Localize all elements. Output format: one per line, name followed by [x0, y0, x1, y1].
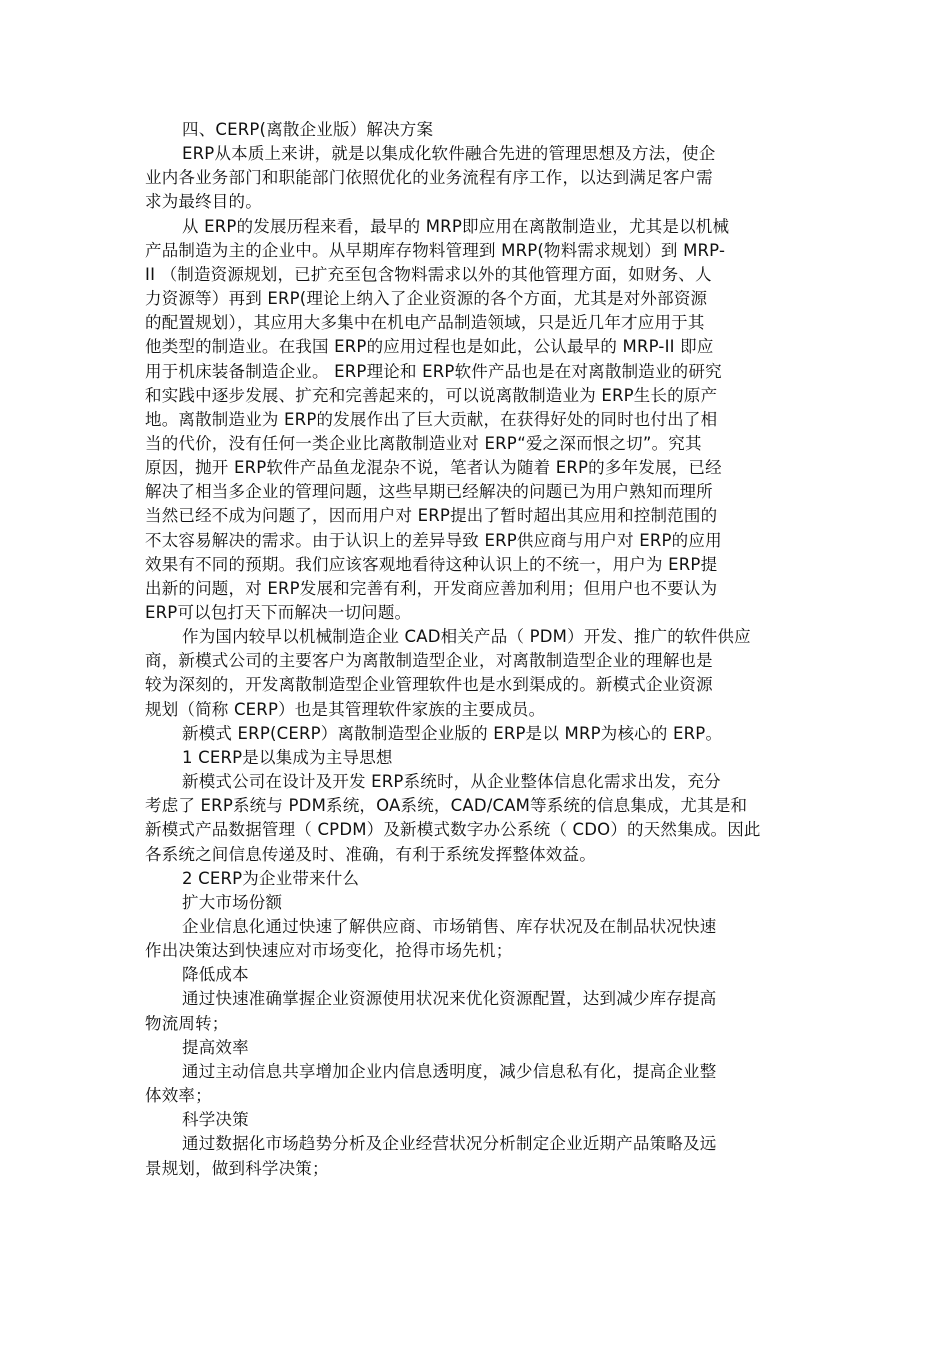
text-line: 四、CERP(离散企业版）解决方案	[182, 120, 434, 139]
text-line: 用于机床装备制造企业。 ERP理论和 ERP软件产品也是在对离散制造业的研究	[145, 361, 722, 381]
text-line: 解决了相当多企业的管理问题，这些早期已经解决的问题已为用户熟知而理所	[145, 482, 713, 502]
text-line: 体效率；	[145, 1086, 212, 1105]
text-line: 商，新模式公司的主要客户为离散制造型企业，对离散制造型企业的理解也是	[145, 651, 713, 671]
text-line: 提高效率	[182, 1037, 249, 1057]
text-line: 考虑了 ERP系统与 PDM系统，OA系统，CAD/CAM等系统的信息集成，尤其是和	[145, 796, 748, 816]
text-line: 通过主动信息共享增加企业内信息透明度，减少信息私有化，提高企业整	[182, 1061, 717, 1081]
text-line: 力资源等）再到 ERP(理论上纳入了企业资源的各个方面，尤其是对外部资源	[145, 289, 708, 308]
text-line: 新模式产品数据管理（ CPDM）及新模式数字办公系统（ CDO）的天然集成。因此	[145, 820, 761, 840]
text-line: 规划（简称 CERP）也是其管理软件家族的主要成员。	[145, 699, 546, 719]
text-line: 他类型的制造业。在我国 ERP的应用过程也是如此，公认最早的 MRP-II 即应	[145, 337, 714, 357]
text-line: 降低成本	[182, 965, 249, 985]
text-line: 扩大市场份额	[182, 892, 283, 912]
text-line: 不太容易解决的需求。由于认识上的差异导致 ERP供应商与用户对 ERP的应用	[145, 530, 722, 550]
text-line: ERP从本质上来讲，就是以集成化软件融合先进的管理思想及方法，使企	[182, 144, 716, 164]
text-line: 2 CERP为企业带来什么	[182, 868, 360, 888]
text-line: 产品制造为主的企业中。从早期库存物料管理到 MRP(物料需求规划）到 MRP-	[145, 240, 726, 260]
text-line: 作为国内较早以机械制造企业 CAD相关产品（ PDM）开发、推广的软件供应	[182, 627, 751, 647]
text-line: 出新的问题，对 ERP发展和完善有利，开发商应善加利用；但用户也不要认为	[145, 578, 718, 598]
text-line: 业内各业务部门和职能部门依照优化的业务流程有序工作，以达到满足客户需	[145, 168, 713, 188]
text-line: 地。离散制造业为 ERP的发展作出了巨大贡献，在获得好处的同时也付出了相	[145, 409, 718, 429]
text-line: 效果有不同的预期。我们应该客观地看待这种认识上的不统一，用户为 ERP提	[145, 554, 718, 574]
text-line: 当然已经不成为问题了，因而用户对 ERP提出了暂时超出其应用和控制范围的	[145, 506, 718, 526]
text-line: 景规划，做到科学决策；	[145, 1158, 329, 1178]
text-line: 新模式公司在设计及开发 ERP系统时，从企业整体信息化需求出发，充分	[182, 772, 721, 791]
text-line: ERP可以包打天下而解决一切问题。	[145, 603, 412, 622]
text-line: 作出决策达到快速应对市场变化，抢得市场先机；	[145, 941, 513, 961]
text-line: 从 ERP的发展历程来看，最早的 MRP即应用在离散制造业，尤其是以机械	[182, 216, 730, 236]
text-line: 求为最终目的。	[145, 192, 262, 212]
text-line: 1 CERP是以集成为主导思想	[182, 747, 393, 767]
text-line: 较为深刻的，开发离散制造型企业管理软件也是水到渠成的。新模式企业资源	[145, 675, 713, 695]
text-line: 科学决策	[182, 1110, 249, 1130]
text-line: 和实践中逐步发展、扩充和完善起来的，可以说离散制造业为 ERP生长的原产	[145, 385, 718, 405]
text-line: II （制造资源规划，已扩充至包含物料需求以外的其他管理方面，如财务、人	[145, 264, 712, 284]
text-line: 新模式 ERP(CERP）离散制造型企业版的 ERP是以 MRP为核心的 ERP。	[182, 723, 723, 743]
text-line: 通过快速准确掌握企业资源使用状况来优化资源配置，达到减少库存提高	[182, 989, 717, 1009]
text-line: 原因，抛开 ERP软件产品鱼龙混杂不说，笔者认为随着 ERP的多年发展，已经	[145, 458, 722, 478]
text-line: 通过数据化市场趋势分析及企业经营状况分析制定企业近期产品策略及远	[182, 1134, 717, 1154]
text-line: 各系统之间信息传递及时、准确，有利于系统发挥整体效益。	[145, 844, 596, 864]
text-line: 当的代价，没有任何一类企业比离散制造业对 ERP“爱之深而恨之切”。究其	[145, 433, 702, 453]
text-line: 物流周转；	[145, 1013, 229, 1033]
text-line: 的配置规划），其应用大多集中在机电产品制造领域，只是近几年才应用于其	[145, 313, 705, 333]
text-line: 企业信息化通过快速了解供应商、市场销售、库存状况及在制品状况快速	[182, 916, 717, 936]
